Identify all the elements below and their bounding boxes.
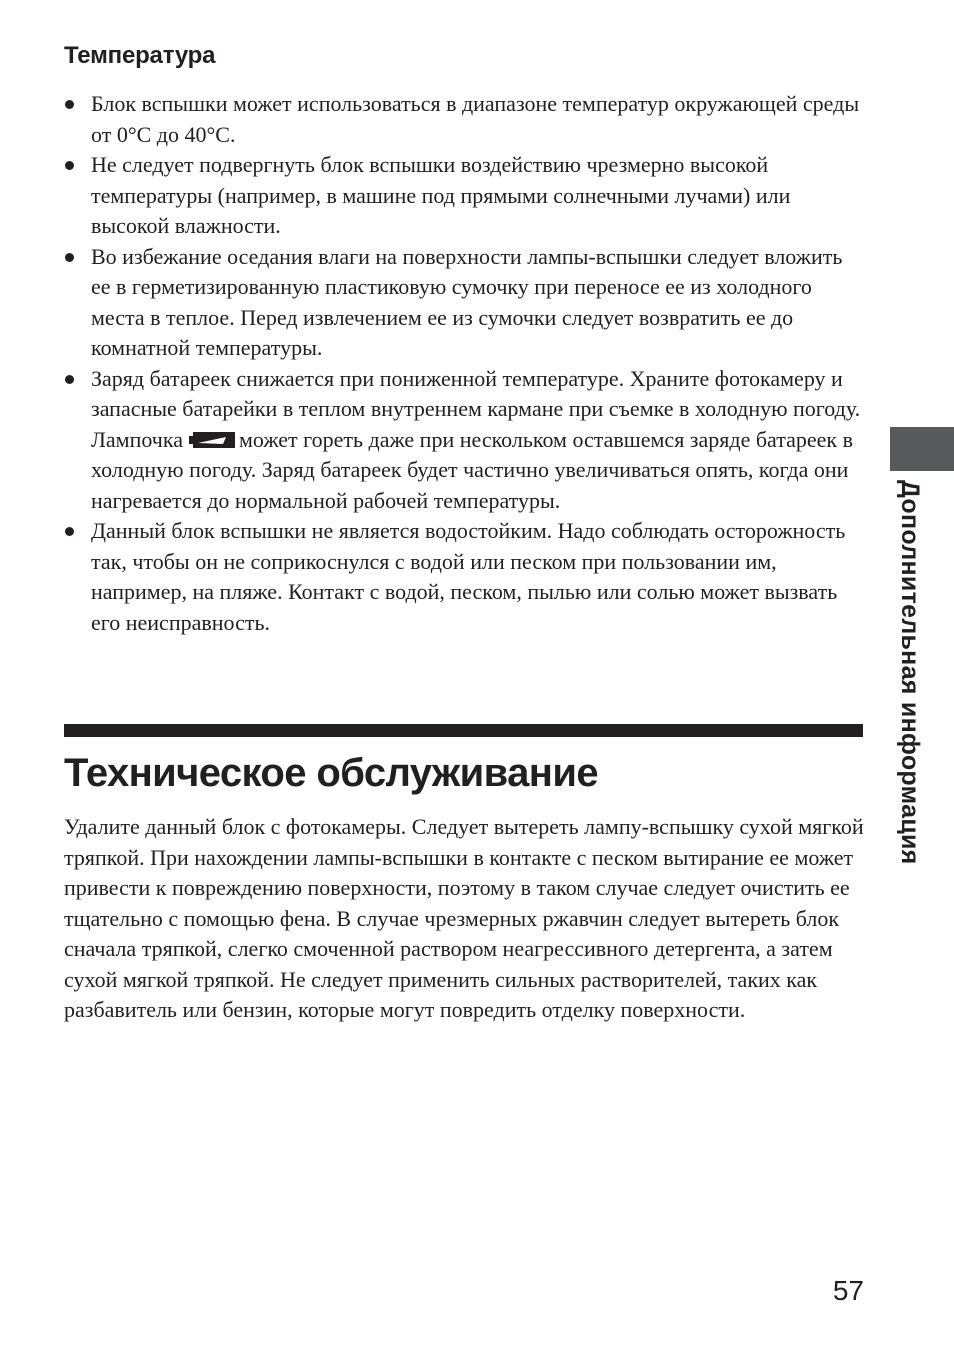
battery-low-icon [189,432,235,448]
maintenance-paragraph: Удалите данный блок с фотокамеры. Следует вытереть лампу-вспышку сухой мягкой тряпкой. При нахождении лампы-вспышки в контакте с песком вытирание ее может привести к повреждению поверхности, поэтому в таком случае следует очистить ее тщательно с помощью фена. В случае чрезмерных ржавчин следует вытереть блок сначала тряпкой, слегко смоченной раствором неагрессивного детергента, а затем сухой мягкой тряпкой. Не следует применить сильных растворителей, таких как разбавитель или бензин, которые могут повредить отделку поверхности. [64,814,864,1022]
list-item [64,364,864,517]
list-item [64,150,864,242]
bullet-list [64,89,864,638]
bullet-icon [65,100,74,109]
list-item-text: Заряд батареек снижается при пониженной температуре. Храните фотокамеру и запасные батарейки в теплом внутреннем кармане при съемке в холодную погоду. Лампочка [91,365,861,452]
list-item-text-continued: может гореть даже при нескольком оставшемся заряде батареек в холодную погоду. Заряд батареек будет частично увеличиваться опять, когда они нагревается до нормальной рабочей температуры. [91,426,853,513]
list-item [64,242,864,364]
list-item-text: Блок вспышки может использоваться в диапазоне температур окружающей среды от 0°C до 40°C. [91,91,860,147]
list-item [64,89,864,150]
bullet-icon [65,161,74,170]
side-section-label: Дополнительная информация [896,480,924,865]
list-item-text: Во избежание оседания влаги на поверхности лампы-вспышки следует вложить ее в герметизированную пластиковую сумочку при переносе ее из холодного места в теплое. Перед извлечением ее из сумочки следует возвратить ее до комнатной температуры. [91,243,843,360]
section-divider [64,724,863,737]
list-item-text: Данный блок вспышки не является водостойким. Надо соблюдать осторожность так, чтобы он не соприкоснулся с водой или песком при пользовании им, например, на пляже. Контакт с водой, песком, пылью или солью может вызвать его неисправность. [91,518,846,635]
bullet-icon [65,527,74,536]
list-item-text: Не следует подвергнуть блок вспышки воздействию чрезмерно высокой температуры (например, в машине под прямыми солнечными лучами) или высокой влажности. [91,152,791,238]
side-tab-marker [890,427,954,471]
page-title: Техническое обслуживание [64,751,598,795]
section-heading: Температура [64,42,216,69]
bullet-icon [65,253,74,262]
bullet-icon [65,375,74,384]
list-item [64,516,864,638]
page-number: 57 [832,1275,864,1306]
